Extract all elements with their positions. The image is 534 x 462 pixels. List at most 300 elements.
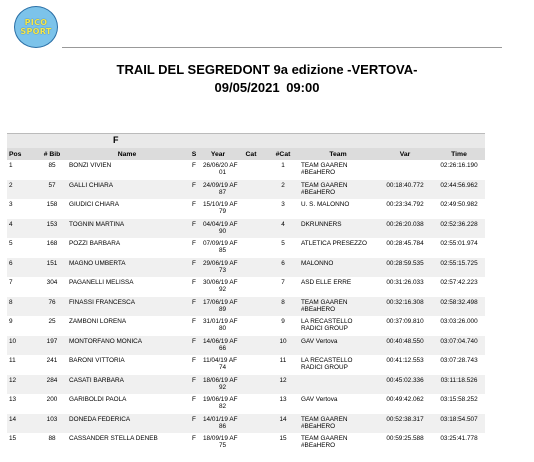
cell-var — [377, 180, 433, 200]
year-date-text: 18/09/19 — [203, 435, 228, 442]
cell-cat-pos-text: 11 — [279, 357, 287, 364]
cell-bib-text: 158 — [46, 201, 58, 208]
cell-cat-pos — [267, 277, 299, 297]
year-date-text: 29/06/19 — [203, 259, 228, 267]
cell-cat-pos-text: 3 — [281, 201, 285, 208]
cell-sex-text: F — [192, 298, 196, 306]
cell-team-text: #BEaHERO — [301, 442, 336, 450]
cell-cat-pos-text: 6 — [281, 259, 285, 267]
year-suffix-text: 82 — [219, 403, 227, 411]
cell-var-text: 00:37:09.810 — [386, 318, 424, 325]
table-row — [7, 355, 485, 375]
cell-cat-pos-text: 8 — [281, 298, 285, 306]
cell-name — [67, 375, 187, 395]
column-header: Var — [377, 148, 433, 160]
cell-cat-pos-text: 15 — [279, 435, 287, 442]
cell-team — [299, 199, 377, 219]
cell-time-text: 03:25:41.778 — [440, 435, 478, 442]
column-header: Time — [433, 148, 485, 160]
year-date-text: 18/06/19 — [203, 376, 228, 384]
year-suffix-text: 92 — [219, 286, 227, 294]
year-date-text: 11/04/19 — [203, 357, 228, 364]
cell-time — [433, 199, 485, 219]
cell-var-text: 00:32:16.308 — [386, 298, 424, 306]
cell-name-text: BARONI VITTORIA — [69, 357, 125, 364]
cell-team — [299, 160, 377, 180]
cell-var-text: 00:52:38.317 — [386, 415, 424, 423]
cell-cat-pos — [267, 336, 299, 356]
cell-var — [377, 375, 433, 395]
cell-name — [67, 277, 187, 297]
cell-bib — [37, 394, 67, 414]
cell-time-text: 02:49:50.982 — [440, 201, 478, 208]
cell-time-text: 02:52:36.228 — [440, 220, 478, 228]
cell-var — [377, 258, 433, 278]
cell-name-text: BONZI VIVIEN — [69, 162, 112, 169]
cell-var — [377, 277, 433, 297]
cell-team-text: TEAM GAAREN — [301, 298, 348, 306]
cell-team-text: DKRUNNERS — [301, 220, 342, 228]
cell-year — [201, 316, 267, 336]
cell-time-text: 02:44:56.962 — [440, 181, 478, 189]
cell-sex-text: F — [192, 357, 196, 364]
cell-team-text: TEAM GAAREN — [301, 162, 348, 169]
table-header-row — [7, 148, 485, 160]
cell-cat-pos — [267, 180, 299, 200]
cell-var-text: 00:18:40.772 — [386, 181, 424, 189]
cell-pos — [7, 355, 37, 375]
year-suffix-text: 73 — [219, 266, 227, 274]
cell-pos — [7, 199, 37, 219]
race-logo — [14, 6, 58, 48]
table-body — [7, 160, 485, 453]
year-suffix-text: 85 — [219, 247, 227, 255]
cell-name-text: GALLI CHIARA — [69, 181, 114, 189]
cat-text: AF — [229, 181, 238, 189]
cell-team — [299, 375, 377, 395]
year-suffix-text: 75 — [219, 442, 227, 450]
year-suffix-text: 87 — [219, 188, 227, 196]
cell-name-text: POZZI BARBARA — [69, 240, 121, 247]
cat-text: AF — [229, 240, 238, 247]
cell-bib-text: 304 — [46, 279, 58, 286]
cell-cat-pos — [267, 433, 299, 453]
cell-var — [377, 355, 433, 375]
cell-cat-pos-text: 2 — [281, 181, 285, 189]
cell-cat-pos — [267, 160, 299, 180]
cell-sex — [187, 433, 201, 453]
cell-name — [67, 238, 187, 258]
cell-pos-text: 9 — [9, 318, 13, 325]
cell-cat-pos — [267, 394, 299, 414]
cell-pos — [7, 160, 37, 180]
cell-team-text: MALONNO — [301, 259, 334, 267]
cell-name — [67, 355, 187, 375]
cell-time-text: 03:15:58.252 — [440, 396, 478, 403]
cell-bib-text: 88 — [48, 435, 56, 442]
cell-pos-text: 7 — [9, 279, 13, 286]
cell-bib — [37, 199, 67, 219]
cell-team — [299, 277, 377, 297]
column-header: S — [187, 148, 201, 160]
cell-name-text: FINASSI FRANCESCA — [69, 298, 136, 306]
cat-text: AF — [229, 162, 238, 169]
page-title: TRAIL DEL SEGREDONT 9a edizione -VERTOVA- — [116, 62, 418, 77]
cell-time-text: 03:07:28.743 — [440, 357, 478, 364]
cell-sex-text: F — [192, 415, 196, 423]
cell-year — [201, 375, 267, 395]
cell-time — [433, 297, 485, 317]
cell-time — [433, 414, 485, 434]
cell-team-text: TEAM GAAREN — [301, 435, 348, 442]
cell-var-text: 00:26:20.038 — [386, 220, 424, 228]
cell-time-text: 02:58:32.498 — [440, 298, 478, 306]
cell-name-text: ZAMBONI LORENA — [69, 318, 127, 325]
cell-pos-text: 8 — [9, 298, 13, 306]
column-header: Team — [299, 148, 377, 160]
year-date-text: 15/10/19 — [203, 201, 228, 208]
cell-time — [433, 336, 485, 356]
cell-time-text: 02:55:01.974 — [440, 240, 478, 247]
cell-pos — [7, 258, 37, 278]
cell-team-text: #BEaHERO — [301, 188, 336, 196]
category-label: F — [113, 135, 119, 145]
cell-pos-text: 2 — [9, 181, 13, 189]
cell-sex-text: F — [192, 318, 196, 325]
cat-text: AF — [229, 259, 238, 267]
cell-bib-text: 153 — [46, 220, 58, 228]
cell-sex — [187, 219, 201, 239]
cell-pos — [7, 433, 37, 453]
cell-cat-pos-text: 14 — [279, 415, 287, 423]
cell-bib — [37, 180, 67, 200]
cell-team-text: GAV Vertova — [301, 337, 338, 345]
cell-bib — [37, 219, 67, 239]
cat-text: AF — [229, 415, 238, 423]
cell-year — [201, 336, 267, 356]
cell-sex-text: F — [192, 376, 196, 384]
cell-sex — [187, 238, 201, 258]
cell-sex-text: F — [192, 240, 196, 247]
year-suffix-text: 89 — [219, 305, 227, 313]
cell-sex-text: F — [192, 337, 196, 345]
cell-year — [201, 433, 267, 453]
cell-time-text: 03:03:26.000 — [440, 318, 478, 325]
cell-sex — [187, 180, 201, 200]
cell-cat-pos — [267, 414, 299, 434]
year-suffix-text: 92 — [219, 383, 227, 391]
cell-sex — [187, 336, 201, 356]
cell-pos-text: 5 — [9, 240, 13, 247]
cell-pos — [7, 277, 37, 297]
cell-year — [201, 199, 267, 219]
table-row — [7, 297, 485, 317]
table-row — [7, 394, 485, 414]
cat-text: AF — [229, 279, 238, 286]
cell-cat-pos-text: 9 — [281, 318, 285, 325]
cat-text: AF — [229, 396, 238, 403]
cell-pos — [7, 297, 37, 317]
cell-pos-text: 1 — [9, 162, 13, 169]
cell-team-text: ASD ELLE ERRE — [301, 279, 352, 286]
cell-pos-text: 11 — [9, 357, 16, 364]
cell-time-text: 02:55:15.725 — [440, 259, 478, 267]
cell-year — [201, 355, 267, 375]
cell-bib-text: 197 — [46, 337, 58, 345]
cell-pos — [7, 180, 37, 200]
cell-sex-text: F — [192, 259, 196, 267]
table-row — [7, 160, 485, 180]
cell-sex — [187, 375, 201, 395]
cell-var — [377, 394, 433, 414]
cell-time-text: 03:07:04.740 — [440, 337, 478, 345]
cell-time — [433, 180, 485, 200]
cell-pos — [7, 336, 37, 356]
cell-bib-text: 85 — [48, 162, 56, 169]
cell-cat-pos-text: 12 — [279, 376, 287, 384]
year-suffix-text: 66 — [219, 344, 227, 352]
cell-var-text: 00:40:48.550 — [386, 337, 424, 345]
cell-pos-text: 3 — [9, 201, 13, 208]
year-date-text: 26/06/20 — [203, 162, 228, 169]
cell-sex — [187, 199, 201, 219]
cell-team-text: U. S. MALONNO — [301, 201, 350, 208]
cell-bib — [37, 414, 67, 434]
year-date-text: 19/06/19 — [203, 396, 228, 403]
cell-team — [299, 238, 377, 258]
cell-bib-text: 168 — [46, 240, 58, 247]
year-suffix-text: 80 — [219, 325, 227, 333]
cell-var — [377, 336, 433, 356]
cell-time-text: 03:18:54.507 — [440, 415, 478, 423]
cell-cat-pos — [267, 238, 299, 258]
cat-text: AF — [229, 376, 238, 384]
cell-var-text: 00:23:34.792 — [386, 201, 424, 208]
cell-bib — [37, 316, 67, 336]
cell-team-text: #BEaHERO — [301, 305, 336, 313]
cell-year — [201, 394, 267, 414]
cell-sex — [187, 297, 201, 317]
cell-sex — [187, 316, 201, 336]
cell-team-text: RADICI GROUP — [301, 325, 348, 333]
cell-name-text: DONEDA FEDERICA — [69, 415, 131, 423]
cell-cat-pos-text: 4 — [281, 220, 285, 228]
cell-sex-text: F — [192, 279, 196, 286]
cell-time — [433, 375, 485, 395]
column-header: Year — [201, 148, 235, 160]
table-row — [7, 433, 485, 453]
cell-name-text: MONTORFANO MONICA — [69, 337, 143, 345]
cell-sex-text: F — [192, 220, 196, 228]
cat-text: AF — [229, 435, 238, 442]
cell-name — [67, 414, 187, 434]
cell-bib — [37, 160, 67, 180]
cell-bib-text: 241 — [46, 357, 58, 364]
cell-pos-text: 15 — [9, 435, 17, 442]
cell-team-text: LA RECASTELLO — [301, 318, 353, 325]
cell-team — [299, 258, 377, 278]
cell-sex — [187, 355, 201, 375]
table-row — [7, 277, 485, 297]
cell-bib-text: 103 — [46, 415, 58, 423]
year-date-text: 14/06/19 — [203, 337, 228, 345]
cell-name — [67, 394, 187, 414]
cell-var-text: 00:41:12.553 — [386, 357, 424, 364]
results-table-container — [7, 133, 485, 453]
cell-time — [433, 160, 485, 180]
cell-team — [299, 433, 377, 453]
cell-var — [377, 297, 433, 317]
cell-time-text: 02:57:42.223 — [440, 279, 478, 286]
cell-year — [201, 219, 267, 239]
year-suffix-text: 01 — [219, 169, 227, 177]
cell-bib — [37, 297, 67, 317]
cell-name-text: GARIBOLDI PAOLA — [69, 396, 127, 403]
cell-name — [67, 160, 187, 180]
cell-sex-text: F — [192, 435, 196, 442]
cell-year — [201, 238, 267, 258]
cell-var — [377, 414, 433, 434]
cell-team — [299, 316, 377, 336]
cell-cat-pos — [267, 355, 299, 375]
results-table — [7, 148, 485, 453]
cell-bib — [37, 336, 67, 356]
table-row — [7, 375, 485, 395]
cell-var — [377, 219, 433, 239]
year-suffix-text: 90 — [219, 227, 227, 235]
cell-team-text: TEAM GAAREN — [301, 415, 348, 423]
cell-team — [299, 219, 377, 239]
table-row — [7, 258, 485, 278]
column-header: Cat — [235, 148, 267, 160]
cat-text: AF — [229, 298, 238, 306]
cell-team — [299, 180, 377, 200]
cell-pos — [7, 219, 37, 239]
cell-bib-text: 200 — [46, 396, 58, 403]
cell-sex — [187, 277, 201, 297]
cell-time — [433, 316, 485, 336]
cell-time — [433, 433, 485, 453]
cell-team-text: ATLETICA PRESEZZO — [301, 240, 367, 247]
cell-sex-text: F — [192, 201, 196, 208]
cell-name — [67, 297, 187, 317]
column-header: # Bib — [37, 148, 67, 160]
cell-time — [433, 238, 485, 258]
cell-team — [299, 355, 377, 375]
year-date-text: 24/09/19 — [203, 181, 228, 189]
cell-team — [299, 336, 377, 356]
logo-text-top: PICO — [24, 18, 48, 27]
cell-team — [299, 394, 377, 414]
cell-name — [67, 316, 187, 336]
cell-var — [377, 433, 433, 453]
cell-cat-pos — [267, 297, 299, 317]
cell-var — [377, 316, 433, 336]
cell-time-text: 03:11:18.526 — [440, 376, 478, 384]
cell-name-text: GIUDICI CHIARA — [69, 201, 120, 208]
cell-name-text: CASSANDER STELLA DENEB — [69, 435, 158, 442]
year-date-text: 30/06/19 — [203, 279, 228, 286]
cat-text: AF — [229, 318, 238, 325]
table-row — [7, 199, 485, 219]
cell-bib — [37, 238, 67, 258]
cell-var — [377, 160, 433, 180]
cell-cat-pos — [267, 316, 299, 336]
cell-time — [433, 394, 485, 414]
cat-text: AF — [229, 337, 238, 345]
cell-team-text: TEAM GAAREN — [301, 181, 348, 189]
cell-sex — [187, 258, 201, 278]
cell-var — [377, 199, 433, 219]
column-header: Name — [67, 148, 187, 160]
cell-bib-text: 25 — [48, 318, 56, 325]
cat-text: AF — [228, 357, 238, 364]
cell-time — [433, 355, 485, 375]
year-date-text: 17/06/19 — [203, 298, 228, 306]
cell-year — [201, 297, 267, 317]
cell-var-text: 00:28:45.784 — [386, 240, 424, 247]
cell-bib — [37, 375, 67, 395]
table-row — [7, 414, 485, 434]
cell-var-text: 00:59:25.588 — [386, 435, 424, 442]
cell-cat-pos-text: 1 — [281, 162, 285, 169]
race-date-time: 09/05/2021 09:00 — [214, 80, 320, 95]
cell-cat-pos-text: 7 — [281, 279, 285, 286]
year-date-text: 07/09/19 — [203, 240, 228, 247]
cell-year — [201, 414, 267, 434]
cell-time — [433, 219, 485, 239]
year-suffix-text: 86 — [219, 422, 227, 430]
cell-team-text: RADICI GROUP — [301, 364, 348, 372]
cell-pos-text: 10 — [9, 337, 17, 345]
cell-time — [433, 277, 485, 297]
cell-var-text: 00:28:59.535 — [386, 259, 424, 267]
cell-sex-text: F — [192, 181, 196, 189]
cell-team-text: #BEaHERO — [301, 422, 336, 430]
header-divider — [62, 47, 502, 48]
category-band — [7, 133, 485, 148]
year-date-text: 14/01/19 — [203, 415, 228, 423]
cell-bib — [37, 277, 67, 297]
cell-name-text: MAGNO UMBERTA — [69, 259, 126, 267]
cat-text: AF — [229, 201, 238, 208]
cell-cat-pos-text: 10 — [279, 337, 287, 345]
table-row — [7, 316, 485, 336]
cell-sex — [187, 160, 201, 180]
column-header: Pos — [7, 148, 37, 160]
cell-time — [433, 258, 485, 278]
cell-cat-pos — [267, 258, 299, 278]
cell-var-text: 00:31:26.033 — [386, 279, 424, 286]
year-date-text: 04/04/19 — [203, 220, 228, 228]
cell-team — [299, 297, 377, 317]
cell-year — [201, 277, 267, 297]
cell-year — [201, 160, 267, 180]
cell-sex — [187, 394, 201, 414]
cell-name — [67, 180, 187, 200]
cell-bib-text: 284 — [46, 376, 58, 384]
cell-name — [67, 219, 187, 239]
cell-year — [201, 258, 267, 278]
cell-year — [201, 180, 267, 200]
cell-name-text: TOGNIN MARTINA — [69, 220, 125, 228]
cell-sex-text: F — [192, 162, 196, 169]
cell-pos — [7, 375, 37, 395]
cell-sex — [187, 414, 201, 434]
cell-sex-text: F — [192, 396, 196, 403]
cell-bib — [37, 355, 67, 375]
cell-pos-text: 4 — [9, 220, 13, 228]
